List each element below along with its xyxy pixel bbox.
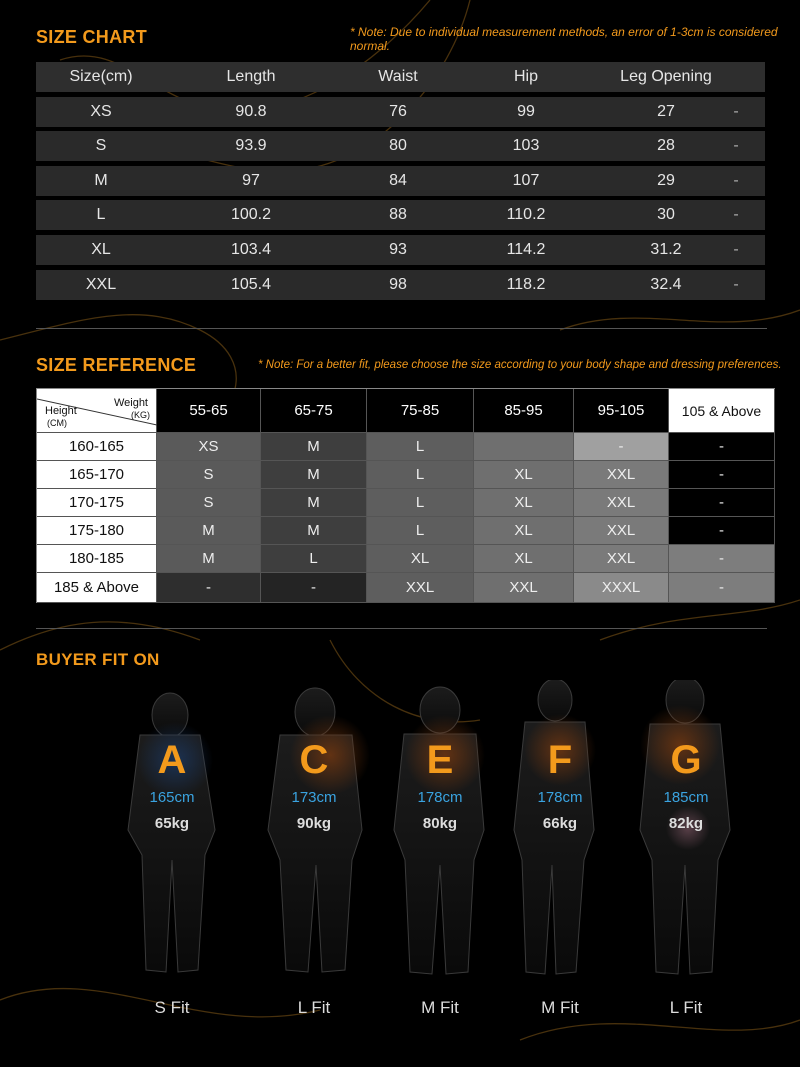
model-letter: F [547,738,573,782]
size-cell: XS [90,102,112,120]
corner-height-unit: (CM) [47,418,67,428]
section-divider [36,628,767,629]
table-row [36,235,765,265]
size-cell: M [261,433,367,461]
size-reference-table [36,388,775,603]
height-label: 185 & Above [37,573,157,603]
size-cell: M [157,545,261,573]
length-cell: 97 [242,171,260,189]
buyer-fit-title: BUYER FIT ON [36,650,160,669]
weight-header: 105 & Above [669,389,775,433]
waist-cell: 98 [389,275,407,293]
model-height: 173cm [291,789,337,806]
size-cell: L [261,545,367,573]
waist-cell: 76 [389,102,407,120]
model-letter: C [299,738,329,782]
extra-cell: - [733,240,739,258]
extra-cell: - [733,275,739,293]
weight-header: 85-95 [474,389,574,433]
size-cell: M [94,171,108,189]
leg-cell: 32.4 [650,275,682,293]
size-cell: S [157,461,261,489]
weight-header: 65-75 [261,389,367,433]
header-size: Size(cm) [69,68,133,85]
model-height: 185cm [663,789,709,806]
size-chart-table [36,62,765,304]
leg-cell: 28 [657,137,675,155]
weight-header: 75-85 [367,389,474,433]
size-cell: XXL [574,489,669,517]
size-cell: XXL [367,573,474,603]
extra-cell: - [733,102,739,120]
corner-height-label: Height [45,405,77,417]
size-cell: - [574,433,669,461]
model-fit-label: M Fit [541,998,579,1017]
model-height: 165cm [149,789,195,806]
model-fit-label: L Fit [669,998,703,1017]
length-cell: 105.4 [230,275,272,293]
size-cell: - [669,573,775,603]
section-divider [36,328,767,329]
model-weight: 80kg [422,815,458,832]
leg-cell: 29 [657,171,675,189]
corner-weight-label: Weight [113,397,148,409]
size-cell: M [157,517,261,545]
height-label: 160-165 [37,433,157,461]
model-fit-label: S Fit [154,998,190,1017]
size-cell: - [669,517,775,545]
size-cell: XXXL [574,573,669,603]
size-cell: XXL [574,461,669,489]
table-row [36,131,765,161]
model-fit-label: L Fit [297,998,331,1017]
model-height: 178cm [537,789,583,806]
weight-height-corner [37,389,157,433]
size-reference-note: * Note: For a better fit, please choose the size according to your body shape and dressing preferences. [258,359,782,371]
size-cell: XL [91,240,111,258]
height-label: 175-180 [37,517,157,545]
hip-cell: 99 [517,102,535,120]
size-cell: XXL [474,573,574,603]
model-weight: 65kg [154,815,190,832]
hip-cell: 107 [512,171,540,189]
size-cell [474,433,574,461]
model-letter: E [426,738,454,782]
table-row [36,270,765,300]
header-hip: Hip [513,68,538,85]
size-cell: XXL [85,275,117,293]
model-weight: 82kg [668,815,704,832]
size-cell: L [367,517,474,545]
size-cell: - [669,489,775,517]
size-cell: - [669,545,775,573]
extra-cell: - [733,171,739,189]
size-cell: XS [157,433,261,461]
size-cell: XL [474,545,574,573]
size-cell: - [669,461,775,489]
length-cell: 90.8 [235,102,267,120]
height-label: 170-175 [37,489,157,517]
hip-cell: 114.2 [506,240,546,258]
size-cell: XXL [574,545,669,573]
extra-cell: - [733,206,739,224]
height-label: 165-170 [37,461,157,489]
waist-cell: 80 [389,137,407,155]
waist-cell: 84 [389,171,407,189]
waist-cell: 88 [389,206,407,224]
waist-cell: 93 [389,240,407,258]
length-cell: 103.4 [230,240,272,258]
model-weight: 66kg [542,815,578,832]
length-cell: 100.2 [230,206,272,224]
hip-cell: 110.2 [506,206,546,224]
leg-cell: 31.2 [650,240,682,258]
size-cell: L [367,461,474,489]
leg-cell: 30 [657,206,675,224]
header-length: Length [226,68,276,85]
size-cell: XL [367,545,474,573]
corner-weight-unit: (KG) [131,410,150,420]
weight-header: 55-65 [157,389,261,433]
table-row [36,166,765,196]
size-cell: XL [474,517,574,545]
header-leg-opening: Leg Opening [620,68,712,85]
size-chart-title: SIZE CHART [36,27,147,47]
weight-header: 95-105 [574,389,669,433]
size-cell: L [367,489,474,517]
size-cell: XL [474,489,574,517]
model-fit-label: M Fit [421,998,459,1017]
size-cell: M [261,517,367,545]
size-cell: S [157,489,261,517]
extra-cell: - [733,137,739,155]
model-letter: A [157,738,187,782]
size-reference-title: SIZE REFERENCE [36,355,197,375]
hip-cell: 118.2 [506,275,546,293]
table-row [36,200,765,230]
size-chart-header-row [36,62,765,92]
size-cell: L [367,433,474,461]
size-cell: - [157,573,261,603]
model-letter: G [670,738,702,782]
table-row [36,97,765,127]
length-cell: 93.9 [235,137,267,155]
size-chart-note: * Note: Due to individual measurement methods, an error of 1-3cm is considered normal. [350,25,778,53]
model-height: 178cm [417,789,463,806]
size-cell: M [261,461,367,489]
size-cell: - [669,433,775,461]
size-cell: M [261,489,367,517]
height-label: 180-185 [37,545,157,573]
model-silhouettes [0,680,800,990]
size-cell: S [95,137,107,155]
size-cell: - [261,573,367,603]
hip-cell: 103 [512,137,540,155]
size-cell: L [96,206,106,224]
model-weight: 90kg [296,815,332,832]
size-cell: XL [474,461,574,489]
leg-cell: 27 [657,102,675,120]
size-cell: XXL [574,517,669,545]
header-waist: Waist [378,68,418,85]
